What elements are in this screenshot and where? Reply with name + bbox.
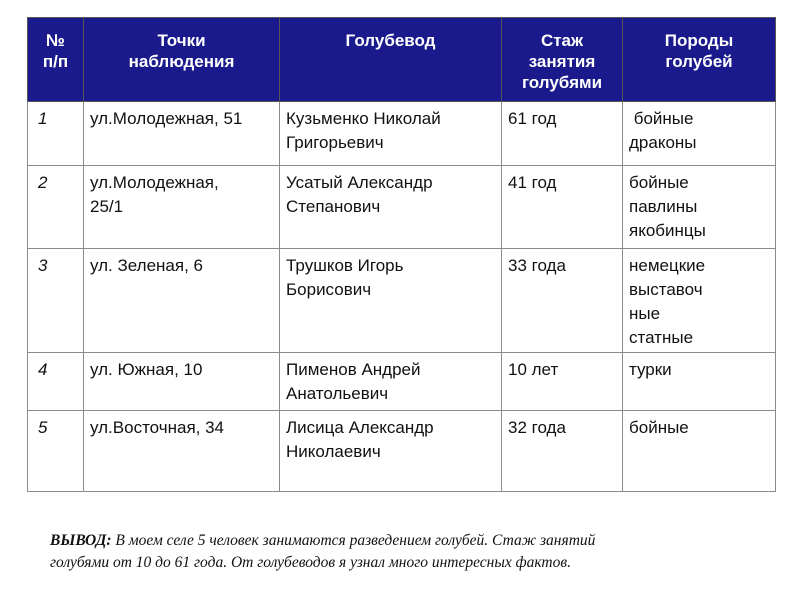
header-number: № п/п [28, 18, 84, 102]
cell-breeder: Трушков Игорь Борисович [280, 249, 502, 353]
conclusion-text [50, 530, 770, 574]
cell-breeder: Усатый Александр Степанович [280, 166, 502, 249]
cell-breeder: Лисица Александр Николаевич [280, 411, 502, 492]
table-row [28, 249, 776, 353]
cell-breeder: Пименов Андрей Анатольевич [280, 353, 502, 411]
cell-experience: 33 года [502, 249, 623, 353]
cell-number: 1 [28, 102, 84, 166]
cell-experience: 41 год [502, 166, 623, 249]
conclusion-label: ВЫВОД: [50, 532, 112, 549]
table-row [28, 411, 776, 492]
table-header-row [28, 18, 776, 102]
header-experience: Стаж занятия голубями [502, 18, 623, 102]
cell-experience: 61 год [502, 102, 623, 166]
cell-breeds: немецкие выставоч ные статные [623, 249, 776, 353]
cell-breeds: бойные павлины якобинцы [623, 166, 776, 249]
table-row [28, 166, 776, 249]
header-breeds: Породы голубей [623, 18, 776, 102]
cell-experience: 32 года [502, 411, 623, 492]
cell-number: 4 [28, 353, 84, 411]
header-observation-points: Точки наблюдения [84, 18, 280, 102]
conclusion-line-1: В моем селе 5 человек занимаются разведением голубей. Стаж занятий [111, 532, 596, 549]
cell-address: ул. Южная, 10 [84, 353, 280, 411]
cell-breeds: турки [623, 353, 776, 411]
header-breeder: Голубевод [280, 18, 502, 102]
cell-address: ул.Молодежная, 51 [84, 102, 280, 166]
cell-address: ул.Восточная, 34 [84, 411, 280, 492]
table-row [28, 353, 776, 411]
cell-address: ул.Молодежная, 25/1 [84, 166, 280, 249]
cell-breeder: Кузьменко Николай Григорьевич [280, 102, 502, 166]
cell-experience: 10 лет [502, 353, 623, 411]
cell-number: 5 [28, 411, 84, 492]
cell-breeds: бойные [623, 411, 776, 492]
table-row [28, 102, 776, 166]
cell-number: 3 [28, 249, 84, 353]
cell-address: ул. Зеленая, 6 [84, 249, 280, 353]
conclusion-line-2: голубями от 10 до 61 года. От голубеводов я узнал много интересных фактов. [50, 554, 571, 571]
cell-number: 2 [28, 166, 84, 249]
pigeon-breeders-table [27, 17, 776, 492]
cell-breeds: бойные драконы [623, 102, 776, 166]
